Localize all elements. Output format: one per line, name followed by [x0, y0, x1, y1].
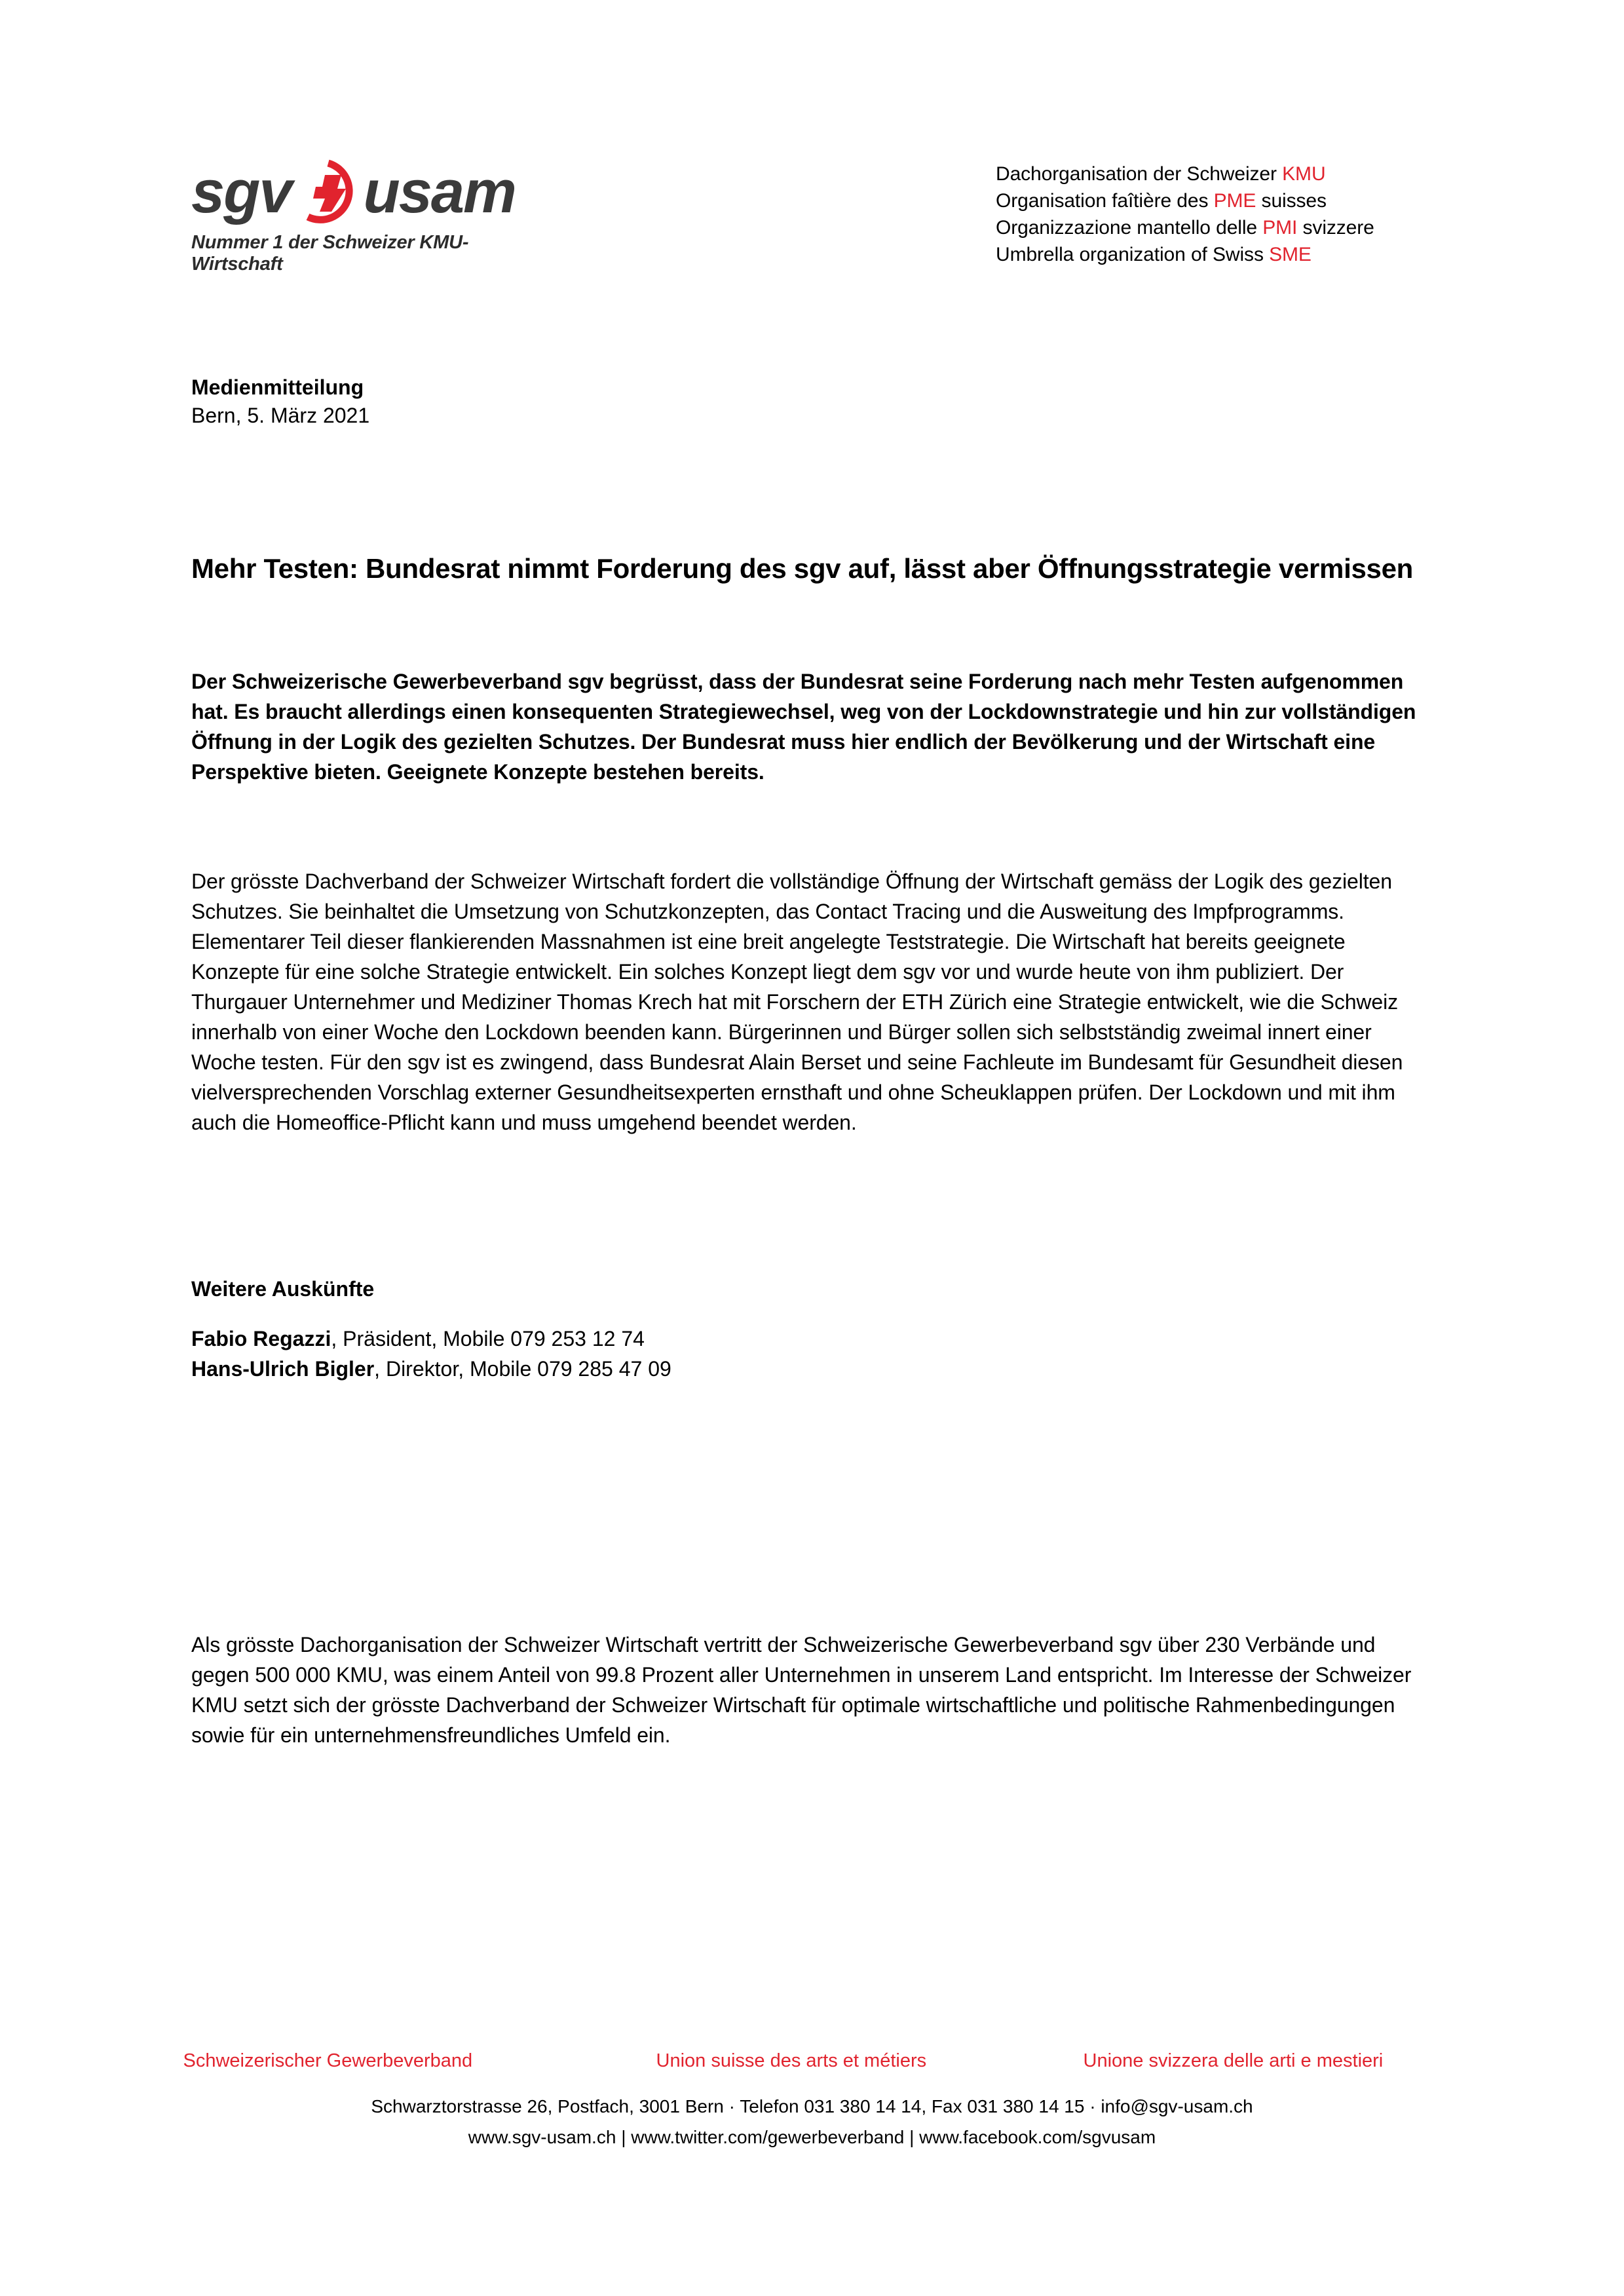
contact-person-name: Fabio Regazzi: [191, 1327, 331, 1350]
logo-text-usam: usam: [363, 159, 516, 225]
contact-person-details: , Präsident, Mobile 079 253 12 74: [331, 1327, 645, 1350]
footer-org-fr: Union suisse des arts et métiers: [656, 2050, 927, 2071]
footer-contact-block: [0, 2091, 1624, 2152]
sgv-usam-logo: [191, 156, 558, 275]
contact-person-row: [191, 1324, 1436, 1354]
contact-section-heading: Weitere Auskünfte: [191, 1277, 375, 1301]
lang-line-en: [996, 241, 1374, 268]
lang-line-de: [996, 161, 1374, 187]
lang-it-post: svizzere: [1297, 217, 1374, 239]
lang-de-pre: Dachorganisation der Schweizer: [996, 163, 1283, 185]
page-title: Mehr Testen: Bundesrat nimmt Forderung des sgv auf, lässt aber Öffnungsstrategie vermissen: [191, 553, 1413, 584]
main-paragraph: Der grösste Dachverband der Schweizer Wirtschaft fordert die vollständige Öffnung der Wirtschaft gemäss der Logik des gezielten Schutzes. Sie beinhaltet die Umsetzung von Schutzkonzepten, das Contact Tracing und die Ausweitung des Impfprogramms. Elementarer Teil dieser flankierenden Massnahmen ist eine breit angelegte Teststrategie. Die Wirtschaft hat bereits geeignete Konzepte für eine solche Strategie entwickelt. Ein solches Konzept liegt dem sgv vor und wurde heute von ihm publiziert. Der Thurgauer Unternehmer und Mediziner Thomas Krech hat mit Forschern der ETH Zürich eine Strategie entwickelt, wie die Schweiz innerhalb von einer Woche den Lockdown beenden kann. Bürgerinnen und Bürger sollen sich selbstständig zweimal innert einer Woche testen. Für den sgv ist es zwingend, dass Bundesrat Alain Berset und seine Fachleute im Bundesamt für Gesundheit diesen vielversprechenden Vorschlag externer Gesundheitsexperten ernsthaft und ohne Scheuklappen prüfen. Der Lockdown und mit ihm auch die Homeoffice-Pflicht kann und muss umgehend beendet werden.: [191, 870, 1403, 1134]
contact-list: [191, 1324, 1436, 1384]
logo-text-sgv: sgv: [191, 159, 292, 225]
lead-paragraph: Der Schweizerische Gewerbeverband sgv begrüsst, dass der Bundesrat seine Forderung nach mehr Testen aufgenommen hat. Es braucht allerdings einen konsequenten Strategiewechsel, weg von der Lockdownstrategie und hin zur vollständigen Öffnung in der Logik des gezielten Schutzes. Der Bundesrat muss hier endlich der Bevölkerung und der Wirtschaft eine Perspektive bieten. Geeignete Konzepte bestehen bereits.: [191, 670, 1416, 784]
swiss-cross-ring-icon: [294, 158, 362, 226]
lang-fr-pre: Organisation faîtière des: [996, 190, 1214, 212]
organization-languages: [996, 161, 1374, 268]
lang-line-fr: [996, 187, 1374, 214]
document-header: [0, 0, 1624, 282]
document-footer: [0, 2048, 1624, 2152]
place-and-date: Bern, 5. März 2021: [191, 404, 370, 427]
document-type-label: Medienmitteilung: [191, 375, 364, 399]
lang-en-abbr: SME: [1269, 244, 1312, 265]
logo-tagline: Nummer 1 der Schweizer KMU-Wirtschaft: [191, 232, 469, 275]
lang-line-it: [996, 214, 1374, 241]
contact-person-details: , Direktor, Mobile 079 285 47 09: [374, 1357, 671, 1381]
contact-person-name: Hans-Ulrich Bigler: [191, 1357, 375, 1381]
lang-fr-abbr: PME: [1213, 190, 1256, 212]
footer-address-line: Schwarztorstrasse 26, Postfach, 3001 Bern · Telefon 031 380 14 14, Fax 031 380 14 15 · info@sgv-usam.ch: [371, 2096, 1253, 2116]
footer-org-de: Schweizerischer Gewerbeverband: [183, 2050, 473, 2071]
lang-en-pre: Umbrella organization of Swiss: [996, 244, 1270, 265]
logo-wordmark-row: [191, 156, 558, 228]
footer-links-line[interactable]: www.sgv-usam.ch | www.twitter.com/gewerbeverband | www.facebook.com/sgvusam: [468, 2127, 1156, 2147]
footer-organization-names: [183, 2048, 1441, 2074]
lang-it-abbr: PMI: [1262, 217, 1298, 239]
footer-org-it: Unione svizzera delle arti e mestieri: [1083, 2050, 1384, 2071]
document-meta: [191, 373, 1436, 430]
contact-person-row: [191, 1354, 1436, 1384]
boilerplate-paragraph: Als grösste Dachorganisation der Schweizer Wirtschaft vertritt der Schweizerische Gewerbeverband sgv über 230 Verbände und gegen 500 000 KMU, was einem Anteil von 99.8 Prozent aller Unternehmen in unserem Land entspricht. Im Interesse der Schweizer KMU setzt sich der grösste Dachverband der Schweizer Wirtschaft für optimale wirtschaftliche und politische Rahmenbedingungen sowie für ein unternehmensfreundliches Umfeld ein.: [191, 1633, 1412, 1747]
lang-it-pre: Organizzazione mantello delle: [996, 217, 1263, 239]
lang-de-abbr: KMU: [1282, 163, 1326, 185]
lang-fr-post: suisses: [1256, 190, 1327, 212]
